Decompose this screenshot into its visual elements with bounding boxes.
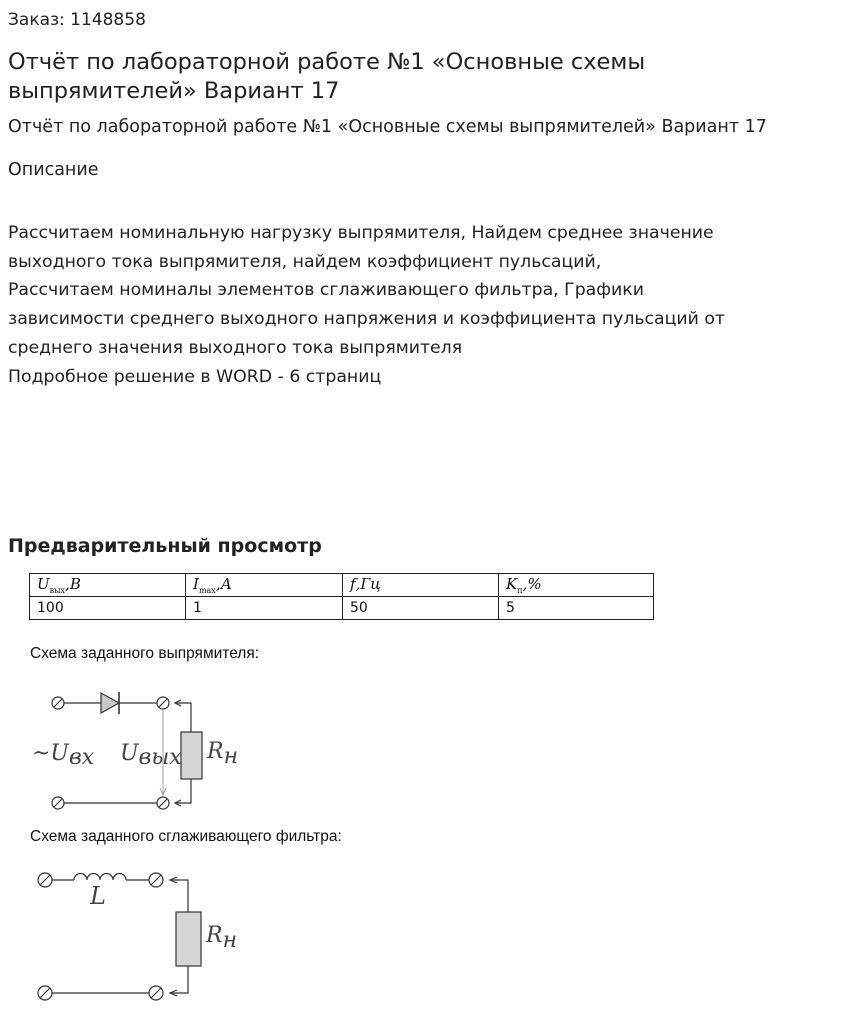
filter-schematic: [0, 860, 260, 1010]
table-row: [30, 597, 654, 620]
description-body: [8, 219, 828, 391]
order-number: Заказ: 1148858: [8, 10, 146, 30]
rectifier-schematic: [0, 680, 260, 820]
terminal-icon: [52, 697, 64, 709]
table-header-cell: $I_{max},А$: [186, 574, 343, 597]
table-header-cell: $U_{вых},В$: [30, 574, 186, 597]
description-line: среднего значения выходного тока выпрямителя: [8, 337, 463, 358]
diode-icon: [101, 692, 119, 714]
table-header-row: [30, 574, 654, 597]
output-voltage-label: Uвых: [120, 741, 182, 770]
description-line: Подробное решение в WORD - 6 страниц: [8, 366, 382, 387]
load-resistor-label: Rн: [207, 739, 239, 769]
description-line: Рассчитаем номинальную нагрузку выпрямителя, Найдем среднее значение: [8, 223, 714, 243]
table-cell: 50: [343, 597, 499, 620]
resistor-icon: [181, 732, 202, 779]
page-title: Отчёт по лабораторной работе №1 «Основные схемы выпрямителей» Вариант 17: [8, 49, 646, 104]
load-resistor-label: Rн: [206, 923, 238, 953]
resistor-icon: [176, 912, 201, 966]
description-line: выходного тока выпрямителя, найдем коэффициент пульсаций,: [8, 251, 602, 272]
rectifier-caption: Схема заданного выпрямителя:: [30, 645, 260, 662]
input-voltage-label: ~Uвх: [32, 741, 95, 770]
terminal-icon: [38, 986, 52, 1000]
inductor-label: L: [90, 882, 106, 910]
terminal-icon: [157, 797, 169, 809]
terminal-icon: [157, 697, 169, 709]
terminal-icon: [149, 986, 163, 1000]
filter-caption: Схема заданного сглаживающего фильтра:: [30, 828, 342, 845]
table-cell: 1: [186, 597, 343, 620]
page-subtitle: Отчёт по лабораторной работе №1 «Основные схемы выпрямителей» Вариант 17: [8, 117, 767, 137]
table-header-cell: $K_п,\%$: [499, 574, 654, 597]
terminal-icon: [52, 797, 64, 809]
table-cell: 5: [499, 597, 654, 620]
table-cell: 100: [30, 597, 186, 620]
preview-heading: Предварительный просмотр: [8, 535, 322, 557]
terminal-icon: [149, 873, 163, 887]
parameters-table: [29, 573, 654, 620]
table-header-cell: f,Гц: [343, 574, 499, 597]
inductor-icon: [74, 874, 126, 881]
description-line: Рассчитаем номиналы элементов сглаживающего фильтра, Графики: [8, 280, 644, 301]
description-heading: Описание: [8, 160, 99, 180]
terminal-icon: [38, 873, 52, 887]
description-line: зависимости среднего выходного напряжения и коэффициента пульсаций от: [8, 309, 726, 330]
